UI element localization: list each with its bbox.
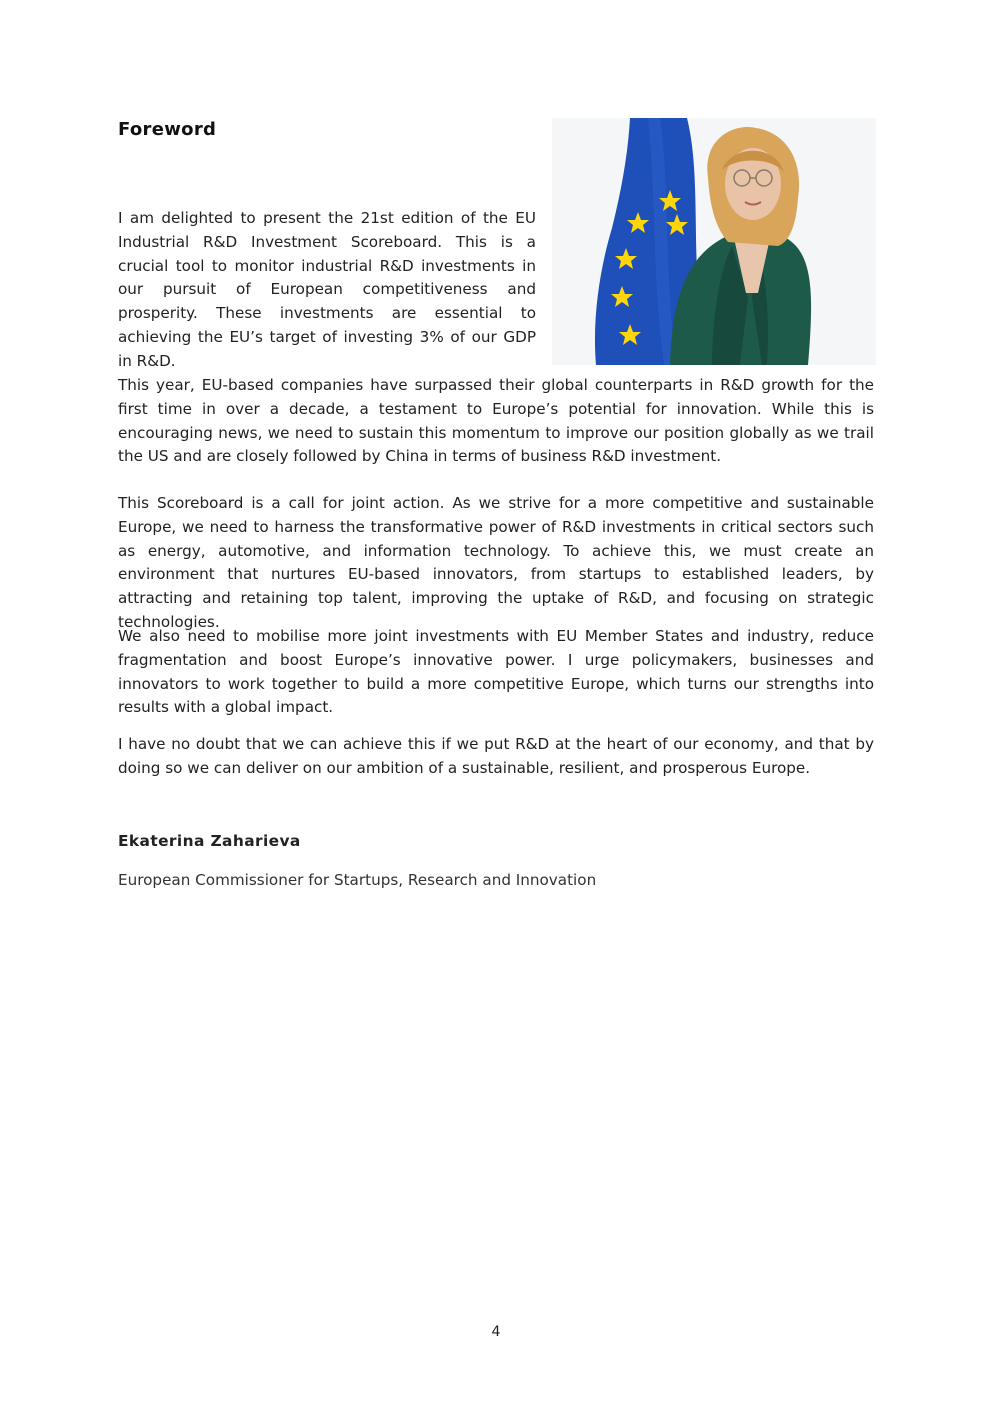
paragraph-intro: I am delighted to present the 21st edition of the EU Industrial R&D Investment Scoreboard. This is a crucial tool to monitor industrial R&D investments in our pursuit of European competitiveness and prosperity. These investments are essential to achieving the EU’s target of investing 3% of our GDP in R&D.	[118, 209, 536, 370]
commissioner-portrait	[552, 118, 876, 365]
paragraph-growth: This year, EU-based companies have surpassed their global counterparts in R&D growth for the first time in over a decade, a testament to Europe’s potential for innovation. While this is encouraging news, we need to sustain this momentum to improve our position globally as we trail the US and are closely followed by China in terms of business R&D investment.	[118, 376, 874, 466]
signatory-name: Ekaterina Zaharieva	[118, 832, 301, 850]
page-heading: Foreword	[118, 119, 217, 140]
page-number: 4	[491, 1324, 501, 1340]
paragraph-joint-action: This Scoreboard is a call for joint action. As we strive for a more competitive and sustainable Europe, we need to harness the transformative power of R&D investments in critical sectors such as energy, automotive, and information technology. To achieve this, we must create an environment that nurtures EU-based innovators, from startups to established leaders, by attracting and retaining top talent, improving the uptake of R&D, and focusing on strategic technologies.	[118, 494, 874, 631]
paragraph-investments: We also need to mobilise more joint investments with EU Member States and industry, reduce fragmentation and boost Europe’s innovative power. I urge policymakers, businesses and innovators to work together to build a more competitive Europe, which turns our strengths into results with a global impact.	[118, 627, 874, 717]
paragraph-conclusion: I have no doubt that we can achieve this if we put R&D at the heart of our economy, and that by doing so we can deliver on our ambition of a sustainable, resilient, and prosperous Europe.	[118, 735, 874, 777]
signatory-title: European Commissioner for Startups, Research and Innovation	[118, 871, 597, 889]
